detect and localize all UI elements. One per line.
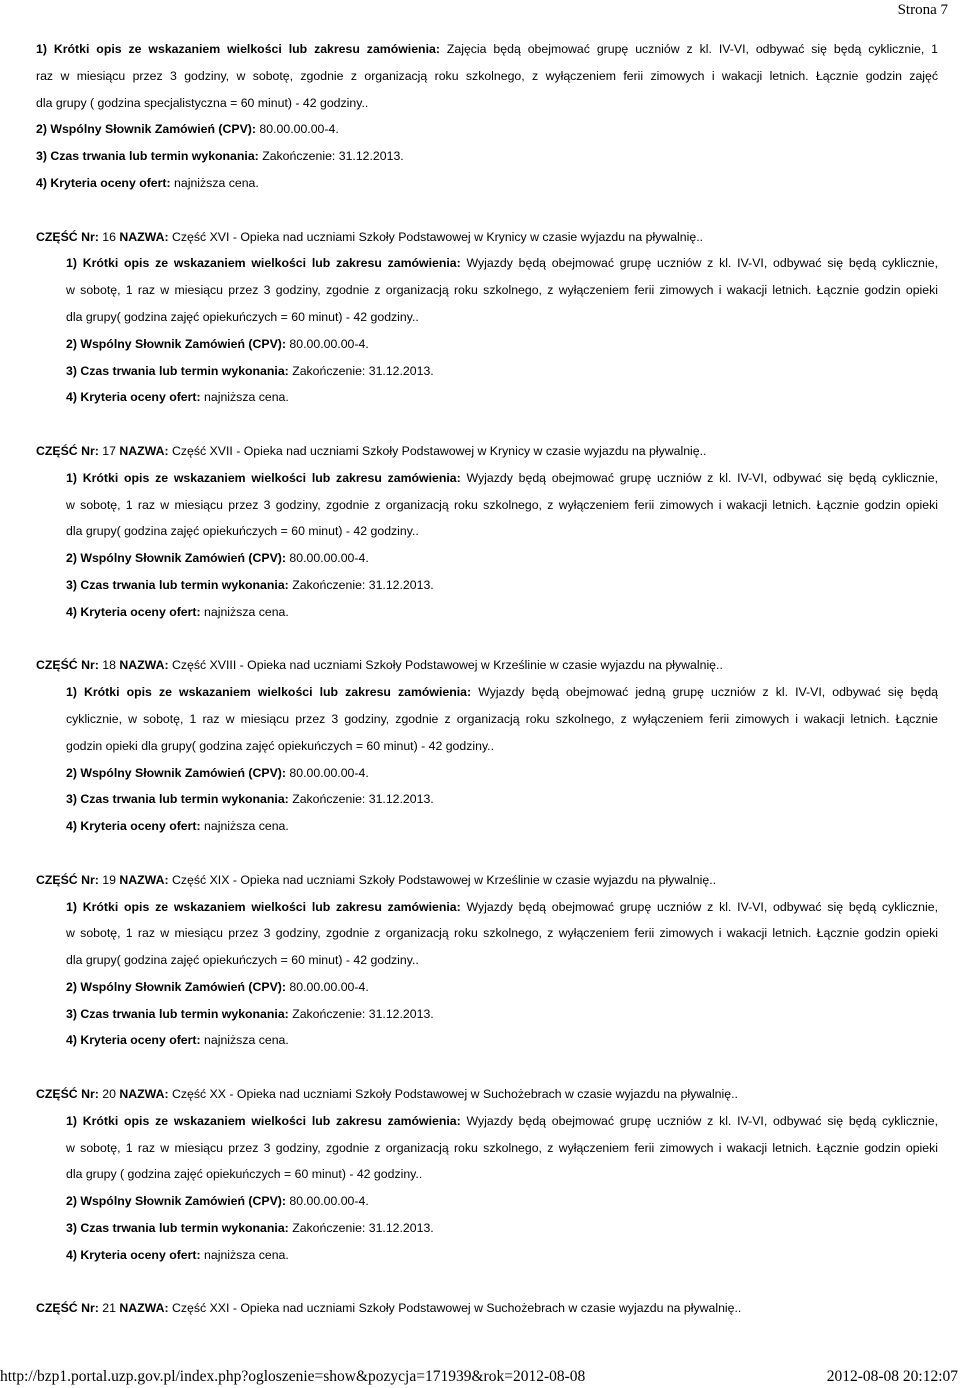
cpv-row xyxy=(36,116,938,143)
czas-row xyxy=(36,1215,938,1242)
opis-text: Wyjazdy będą obejmować grupę uczniów z kl. IV-VI, odbywać się będą cyklicznie, xyxy=(466,256,938,271)
opis-text: dla grupy( godzina zajęć opiekuńczych = 60 minut) - 42 godziny.. xyxy=(66,524,419,539)
section-gap xyxy=(36,626,938,653)
czas-label: 3) Czas trwania lub termin wykonania: xyxy=(66,1221,289,1236)
opis-line xyxy=(36,1108,938,1135)
opis-line xyxy=(36,277,938,304)
opis-line xyxy=(36,90,938,117)
part-name: Część XX - Opieka nad uczniami Szkoły Podstawowej w Suchożebrach w czasie wyjazdu na pływalnię.. xyxy=(172,1087,738,1102)
czas-row xyxy=(36,572,938,599)
parts-list xyxy=(36,197,938,1269)
part-name-label: NAZWA: xyxy=(119,229,169,244)
kryteria-row xyxy=(36,599,938,626)
czas-label: 3) Czas trwania lub termin wykonania: xyxy=(66,363,289,378)
kryteria-row xyxy=(36,1242,938,1269)
opis-line xyxy=(36,894,938,921)
czas-value: Zakończenie: 31.12.2013. xyxy=(292,792,434,807)
part-block xyxy=(36,411,938,625)
part-name-label: NAZWA: xyxy=(119,1087,169,1102)
kryteria-row xyxy=(36,1027,938,1054)
part-heading xyxy=(36,867,938,894)
cpv-label: 2) Wspólny Słownik Zamówień (CPV): xyxy=(66,765,286,780)
part-heading xyxy=(36,652,938,679)
part-nr-label: CZĘŚĆ Nr: xyxy=(36,229,99,244)
part-name-label: NAZWA: xyxy=(119,872,169,887)
czas-value: Zakończenie: 31.12.2013. xyxy=(292,577,434,592)
part-heading xyxy=(36,1081,938,1108)
cpv-label: 2) Wspólny Słownik Zamówień (CPV): xyxy=(66,979,286,994)
part-nr: 21 xyxy=(102,1301,116,1316)
part-name-label: NAZWA: xyxy=(119,1301,169,1316)
cpv-label: 2) Wspólny Słownik Zamówień (CPV): xyxy=(36,122,256,137)
czas-row xyxy=(36,786,938,813)
czas-row xyxy=(36,1001,938,1028)
cpv-value: 80.00.00.00-4. xyxy=(289,765,369,780)
cpv-row xyxy=(36,331,938,358)
kryteria-value: najniższa cena. xyxy=(204,1033,289,1048)
cpv-row xyxy=(36,760,938,787)
part-nr-label: CZĘŚĆ Nr: xyxy=(36,1301,99,1316)
czas-row xyxy=(36,358,938,385)
czas-value: Zakończenie: 31.12.2013. xyxy=(292,1221,434,1236)
part-nr-label: CZĘŚĆ Nr: xyxy=(36,1087,99,1102)
opis-label: 1) Krótki opis ze wskazaniem wielkości lub zakresu zamówienia: xyxy=(66,470,461,485)
part-name: Część XIX - Opieka nad uczniami Szkoły Podstawowej w Krześlinie w czasie wyjazdu na pływalnię.. xyxy=(172,872,717,887)
opis-text: Wyjazdy będą obejmować grupę uczniów z kl. IV-VI, odbywać się będą cyklicznie, xyxy=(466,1113,938,1128)
opis-line xyxy=(36,706,938,733)
opis-label: 1) Krótki opis ze wskazaniem wielkości lub zakresu zamówienia: xyxy=(36,42,440,56)
opis-line xyxy=(36,518,938,545)
cpv-label: 2) Wspólny Słownik Zamówień (CPV): xyxy=(66,336,286,351)
section-gap xyxy=(36,1054,938,1081)
opis-label: 1) Krótki opis ze wskazaniem wielkości lub zakresu zamówienia: xyxy=(66,256,461,271)
opis-text: w sobotę, 1 raz w miesiącu przez 3 godziny, zgodnie z organizacją roku szkolnego, z wyłączeniem ferii zimowych i wakacji letnich. Łącznie godzin opieki xyxy=(66,926,938,941)
czas-label: 3) Czas trwania lub termin wykonania: xyxy=(66,1006,289,1021)
part-block xyxy=(36,197,938,411)
opis-line xyxy=(36,679,938,706)
opis-text: w sobotę, 1 raz w miesiącu przez 3 godziny, zgodnie z organizacją roku szkolnego, z wyłączeniem ferii zimowych i wakacji letnich. Łącznie godzin opieki xyxy=(66,497,938,512)
opis-line xyxy=(36,920,938,947)
czas-label: 3) Czas trwania lub termin wykonania: xyxy=(66,577,289,592)
opis-label: 1) Krótki opis ze wskazaniem wielkości lub zakresu zamówienia: xyxy=(66,899,461,914)
part-block xyxy=(36,1054,938,1268)
cpv-row xyxy=(36,545,938,572)
cpv-value: 80.00.00.00-4. xyxy=(289,1194,369,1209)
cpv-row xyxy=(36,1188,938,1215)
cpv-value: 80.00.00.00-4. xyxy=(289,979,369,994)
part-nr: 18 xyxy=(102,658,116,673)
part-name: Część XXI - Opieka nad uczniami Szkoły Podstawowej w Suchożebrach w czasie wyjazdu na pływalnię.. xyxy=(172,1301,742,1316)
cpv-value: 80.00.00.00-4. xyxy=(289,336,369,351)
opis-text: Wyjazdy będą obejmować grupę uczniów z kl. IV-VI, odbywać się będą cyklicznie, xyxy=(466,899,938,914)
page-footer xyxy=(0,1368,958,1386)
opis-line xyxy=(36,1135,938,1162)
part-block xyxy=(36,840,938,1054)
kryteria-label: 4) Kryteria oceny ofert: xyxy=(66,1247,201,1262)
document-body xyxy=(36,36,938,1322)
cpv-label: 2) Wspólny Słownik Zamówień (CPV): xyxy=(66,1194,286,1209)
footer-datetime: 2012-08-08 20:12:07 xyxy=(826,1368,958,1385)
part-name-label: NAZWA: xyxy=(119,658,169,673)
czas-label: 3) Czas trwania lub termin wykonania: xyxy=(66,792,289,807)
kryteria-row xyxy=(36,813,938,840)
opis-label: 1) Krótki opis ze wskazaniem wielkości lub zakresu zamówienia: xyxy=(66,685,472,700)
opis-line xyxy=(36,36,938,63)
part-block xyxy=(36,626,938,840)
kryteria-label: 4) Kryteria oceny ofert: xyxy=(66,819,201,834)
opis-text: dla grupy ( godzina specjalistyczna = 60 minut) - 42 godziny.. xyxy=(36,95,369,110)
opis-text: Wyjazdy będą obejmować jedną grupę uczniów z kl. IV-VI, odbywać się będą xyxy=(478,685,938,700)
opis-text: Wyjazdy będą obejmować grupę uczniów z kl. IV-VI, odbywać się będą cyklicznie, xyxy=(466,470,938,485)
section-gap xyxy=(36,197,938,224)
part-heading xyxy=(36,438,938,465)
part-nr: 19 xyxy=(102,872,116,887)
kryteria-value: najniższa cena. xyxy=(204,604,289,619)
czas-value: Zakończenie: 31.12.2013. xyxy=(262,149,404,164)
kryteria-label: 4) Kryteria oceny ofert: xyxy=(36,175,171,190)
opis-text: dla grupy ( godzina zajęć opiekuńczych = 60 minut) - 42 godziny.. xyxy=(66,1167,423,1182)
section-gap xyxy=(36,1269,938,1296)
part-name: Część XVI - Opieka nad uczniami Szkoły Podstawowej w Krynicy w czasie wyjazdu na pływalnię.. xyxy=(172,229,704,244)
first-block xyxy=(36,36,938,197)
opis-text: godzin opieki dla grupy( godzina zajęć opiekuńczych = 60 minut) - 42 godziny.. xyxy=(66,738,495,753)
opis-line xyxy=(36,733,938,760)
opis-line xyxy=(36,492,938,519)
opis-line xyxy=(36,304,938,331)
part-heading xyxy=(36,224,938,251)
part-nr-label: CZĘŚĆ Nr: xyxy=(36,872,99,887)
opis-line xyxy=(36,465,938,492)
part-nr-label: CZĘŚĆ Nr: xyxy=(36,658,99,673)
opis-text: dla grupy( godzina zajęć opiekuńczych = 60 minut) - 42 godziny.. xyxy=(66,953,419,968)
part-name-label: NAZWA: xyxy=(119,443,169,458)
part-heading xyxy=(36,1295,938,1322)
kryteria-value: najniższa cena. xyxy=(204,819,289,834)
part-nr: 16 xyxy=(102,229,116,244)
footer-url: http://bzp1.portal.uzp.gov.pl/index.php?ogloszenie=show&pozycja=171939&rok=2012-08-08 xyxy=(0,1368,586,1385)
cpv-value: 80.00.00.00-4. xyxy=(289,551,369,566)
section-gap xyxy=(36,840,938,867)
czas-value: Zakończenie: 31.12.2013. xyxy=(292,363,434,378)
cpv-value: 80.00.00.00-4. xyxy=(259,122,339,137)
opis-text: w sobotę, 1 raz w miesiącu przez 3 godziny, zgodnie z organizacją roku szkolnego, z wyłączeniem ferii zimowych i wakacji letnich. Łącznie godzin opieki xyxy=(66,283,938,298)
cpv-row xyxy=(36,974,938,1001)
page-number: Strona 7 xyxy=(897,2,948,18)
opis-text: w sobotę, 1 raz w miesiącu przez 3 godziny, zgodnie z organizacją roku szkolnego, z wyłączeniem ferii zimowych i wakacji letnich. Łącznie godzin opieki xyxy=(66,1140,938,1155)
part-name: Część XVII - Opieka nad uczniami Szkoły Podstawowej w Krynicy w czasie wyjazdu na pływalnię.. xyxy=(172,443,707,458)
kryteria-value: najniższa cena. xyxy=(204,1247,289,1262)
cpv-label: 2) Wspólny Słownik Zamówień (CPV): xyxy=(66,551,286,566)
part-nr-label: CZĘŚĆ Nr: xyxy=(36,443,99,458)
czas-label: 3) Czas trwania lub termin wykonania: xyxy=(36,149,259,164)
kryteria-row xyxy=(36,384,938,411)
opis-text: Zajęcia będą obejmować grupę uczniów z kl. IV-VI, odbywać się będą cyklicznie, 1 xyxy=(446,42,938,56)
opis-text: raz w miesiącu przez 3 godziny, w sobotę, zgodnie z organizacją roku szkolnego, z wyłączeniem ferii zimowych i wakacji letnich. Łącznie godzin zajęć xyxy=(36,68,938,83)
opis-line xyxy=(36,63,938,90)
kryteria-label: 4) Kryteria oceny ofert: xyxy=(66,1033,201,1048)
part-name: Część XVIII - Opieka nad uczniami Szkoły Podstawowej w Krześlinie w czasie wyjazdu na pływalnię.. xyxy=(172,658,723,673)
opis-text: dla grupy( godzina zajęć opiekuńczych = 60 minut) - 42 godziny.. xyxy=(66,309,419,324)
czas-value: Zakończenie: 31.12.2013. xyxy=(292,1006,434,1021)
kryteria-value: najniższa cena. xyxy=(174,175,259,190)
part-nr: 17 xyxy=(102,443,116,458)
part-nr: 20 xyxy=(102,1087,116,1102)
kryteria-value: najniższa cena. xyxy=(204,390,289,405)
czas-row xyxy=(36,143,938,170)
kryteria-row xyxy=(36,170,938,197)
opis-line xyxy=(36,1161,938,1188)
kryteria-label: 4) Kryteria oceny ofert: xyxy=(66,390,201,405)
section-gap xyxy=(36,411,938,438)
opis-label: 1) Krótki opis ze wskazaniem wielkości lub zakresu zamówienia: xyxy=(66,1113,461,1128)
kryteria-label: 4) Kryteria oceny ofert: xyxy=(66,604,201,619)
opis-text: cyklicznie, w sobotę, 1 raz w miesiącu przez 3 godziny, zgodnie z organizacją roku szkolnego, z wyłączeniem ferii zimowych i wakacji letnich. Łącznie xyxy=(66,711,938,726)
opis-line xyxy=(36,947,938,974)
opis-line xyxy=(36,250,938,277)
